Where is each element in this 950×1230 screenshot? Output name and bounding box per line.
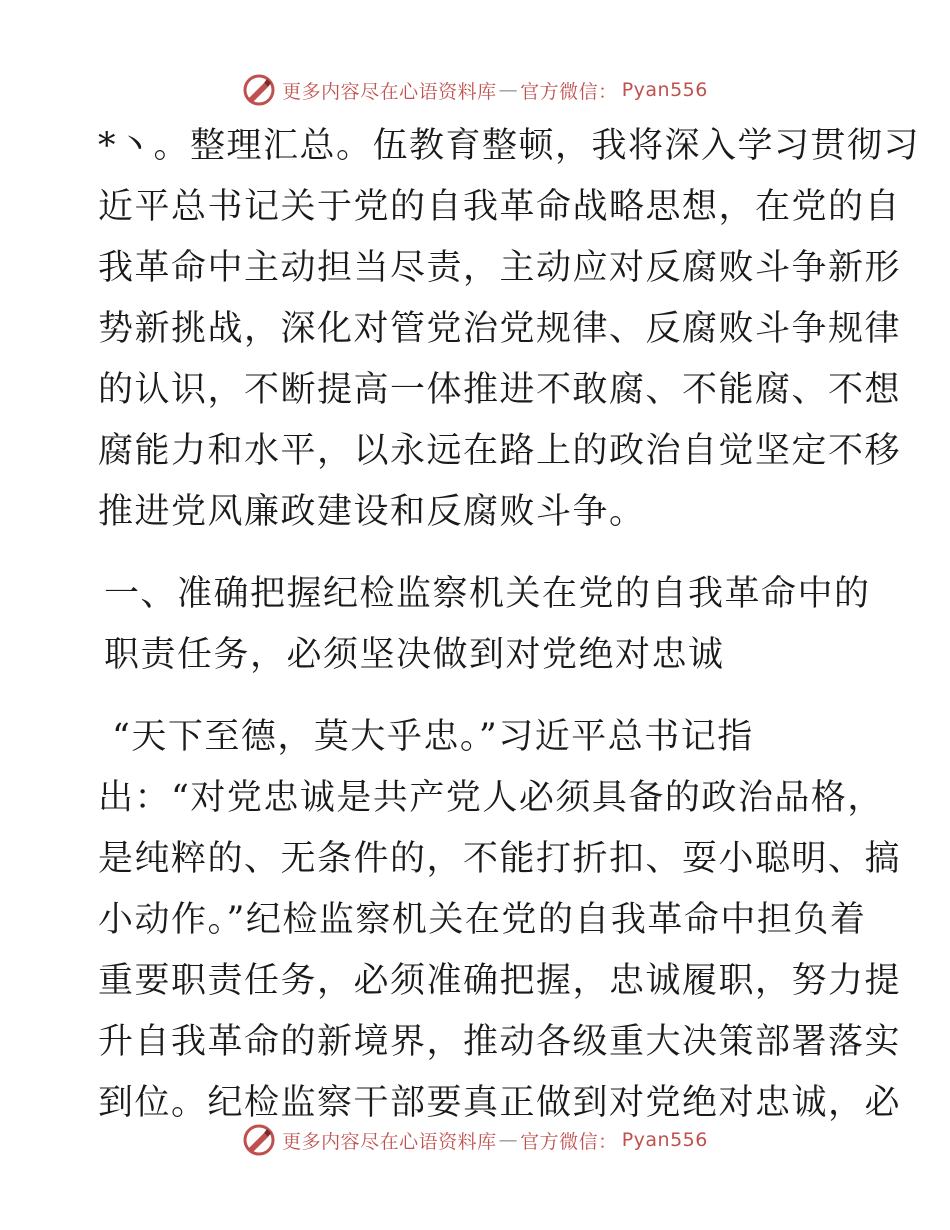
footer-watermark bbox=[0, 1120, 950, 1160]
text-line: “天下至德，莫大乎忠。”习近平总书记指 bbox=[112, 717, 754, 757]
text-line: *丶。整理汇总。伍教育整顿，我将深入学习贯彻习 bbox=[98, 126, 921, 166]
watermark-label: 官方微信： bbox=[520, 1130, 618, 1153]
text-line: 我革命中主动担当尽责，主动应对反腐败斗争新形 bbox=[98, 248, 902, 288]
watermark-separator: — bbox=[498, 79, 519, 101]
paragraph-intro bbox=[98, 116, 921, 543]
pen-logo-icon bbox=[242, 73, 276, 107]
heading-line: 职责任务，必须坚决做到对党绝对忠诚 bbox=[104, 635, 725, 675]
watermark-id: Pyan556 bbox=[621, 1129, 708, 1151]
header-watermark bbox=[0, 70, 950, 110]
watermark-id: Pyan556 bbox=[621, 79, 708, 101]
watermark-text: 更多内容尽在心语资料库 bbox=[282, 80, 497, 103]
text-line: 升自我革命的新境界，推动各级重大决策部署落实 bbox=[98, 1022, 902, 1062]
text-line: 小动作。”纪检监察机关在党的自我革命中担负着 bbox=[98, 900, 867, 940]
pen-logo-icon bbox=[242, 1123, 276, 1157]
text-line: 势新挑战，深化对管党治党规律、反腐败斗争规律 bbox=[98, 309, 902, 349]
document-body bbox=[98, 116, 921, 1134]
watermark-text: 更多内容尽在心语资料库 bbox=[282, 1130, 497, 1153]
watermark-separator: — bbox=[498, 1129, 519, 1151]
paragraph-loyalty bbox=[98, 707, 902, 1134]
text-line: 腐能力和水平，以永远在路上的政治自觉坚定不移 bbox=[98, 431, 902, 471]
text-line: 的认识，不断提高一体推进不敢腐、不能腐、不想 bbox=[98, 370, 902, 410]
text-line: 出：“对党忠诚是共产党人必须具备的政治品格， bbox=[98, 778, 884, 818]
text-line: 推进党风廉政建设和反腐败斗争。 bbox=[98, 492, 646, 532]
text-line: 到位。纪检监察干部要真正做到对党绝对忠诚，必 bbox=[98, 1083, 902, 1123]
watermark-label: 官方微信： bbox=[520, 80, 618, 103]
section-heading bbox=[98, 564, 871, 686]
text-line: 是纯粹的、无条件的，不能打折扣、耍小聪明、搞 bbox=[98, 839, 902, 879]
heading-line: 一、准确把握纪检监察机关在党的自我革命中的 bbox=[104, 574, 871, 614]
text-line: 近平总书记关于党的自我革命战略思想，在党的自 bbox=[98, 187, 902, 227]
text-line: 重要职责任务，必须准确把握，忠诚履职，努力提 bbox=[98, 961, 902, 1001]
